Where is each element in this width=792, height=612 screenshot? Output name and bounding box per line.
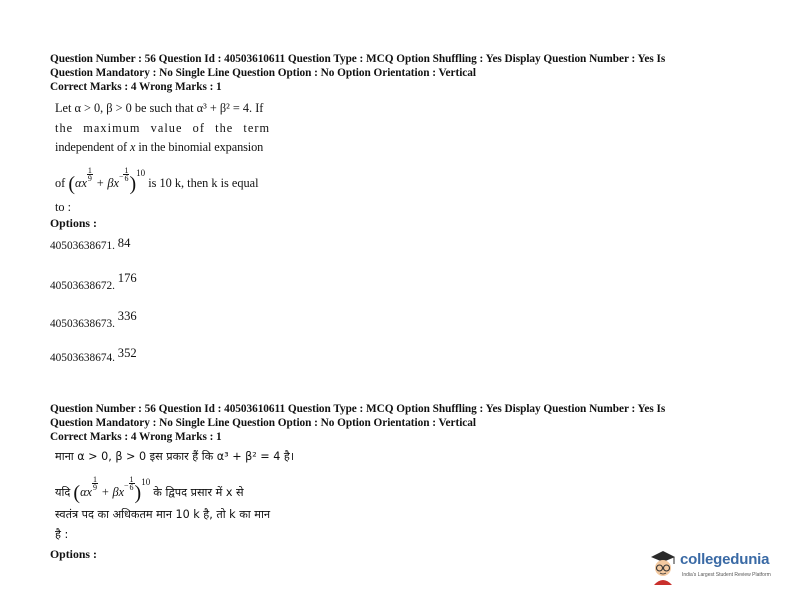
- collegedunia-logo: [648, 548, 778, 588]
- term-beta-x: + βx: [98, 485, 125, 499]
- marks-line: Correct Marks : 4 Wrong Marks : 1: [50, 80, 222, 93]
- text-of: of: [55, 176, 66, 190]
- option-item[interactable]: [50, 271, 137, 293]
- variable-x: x: [130, 140, 136, 154]
- text-yadi: यदि: [55, 486, 71, 499]
- option-id: 40503638673.: [50, 318, 115, 330]
- binomial-expression-line: [55, 164, 259, 197]
- question-text-line-1: माना α > 0, β > 0 इस प्रकार हैं कि α³ + β² = 4 है।: [55, 450, 295, 463]
- question-header: [50, 403, 740, 444]
- binomial-expression-line: [55, 473, 244, 506]
- option-id: 40503638672.: [50, 280, 115, 292]
- header-line-1: Question Number : 56 Question Id : 40503610611 Question Type : MCQ Option Shuffling : Yes Display Question Number : Yes Is: [50, 403, 666, 415]
- question-header: [50, 53, 740, 94]
- text-part: is 10 k, then k is equal: [148, 176, 259, 190]
- term-alpha-x: αx: [75, 176, 87, 190]
- text-part: in the binomial expansion: [135, 140, 264, 154]
- option-id: 40503638671.: [50, 240, 115, 252]
- logo-tagline: India's Largest Student Review Platform: [682, 572, 771, 578]
- option-item[interactable]: [50, 238, 130, 253]
- header-line-2: Question Mandatory : No Single Line Question Option : No Option Orientation : Vertical: [50, 66, 476, 79]
- logo-wordmark: collegedunia: [680, 551, 770, 568]
- option-value: 336: [117, 309, 137, 323]
- term-beta-x: + βx: [92, 176, 119, 190]
- question-text-line-3: [55, 140, 263, 154]
- option-id: 40503638674.: [50, 352, 115, 364]
- exponent-minus: −: [124, 481, 129, 490]
- option-value: 352: [117, 346, 137, 360]
- text-part: independent of: [55, 140, 130, 154]
- options-label: Options :: [50, 216, 97, 230]
- exponent-fraction-1: 1 9: [87, 165, 92, 183]
- option-item[interactable]: [50, 346, 137, 365]
- paren-open: (: [73, 482, 81, 505]
- question-text-line-1: Let α > 0, β > 0 be such that α³ + β² = 4. If: [55, 101, 264, 115]
- question-text-line-5: to :: [55, 200, 72, 214]
- option-item[interactable]: [50, 309, 137, 331]
- paren-open: (: [68, 173, 75, 196]
- power-ten: 10: [141, 477, 151, 487]
- exponent-fraction-2: 1 6: [129, 474, 134, 492]
- question-text-line-3: स्वतंत्र पद का अधिकतम मान 10 k है, तो k का मान: [55, 508, 271, 521]
- header-line-2: Question Mandatory : No Single Line Question Option : No Option Orientation : Vertical: [50, 416, 476, 429]
- exponent-fraction-2: 1 6: [124, 165, 129, 183]
- power-ten: 10: [136, 168, 146, 178]
- marks-line: Correct Marks : 4 Wrong Marks : 1: [50, 430, 222, 443]
- text-part: के द्विपद प्रसार में x से: [153, 486, 244, 499]
- term-alpha-x: αx: [80, 485, 92, 499]
- question-text-line-2: the maximum value of the term: [55, 121, 271, 135]
- exponent-minus: −: [118, 172, 124, 181]
- header-line-1: Question Number : 56 Question Id : 40503610611 Question Type : MCQ Option Shuffling : Yes Display Question Number : Yes Is: [50, 53, 666, 65]
- option-value: 84: [117, 236, 131, 250]
- paren-close: ): [129, 173, 137, 196]
- exponent-fraction-1: 1 9: [93, 474, 97, 492]
- question-text-line-4: है :: [55, 528, 69, 541]
- options-label: Options :: [50, 547, 97, 561]
- paren-close: ): [134, 482, 142, 505]
- option-value: 176: [117, 271, 137, 285]
- student-mascot-icon: [648, 548, 678, 586]
